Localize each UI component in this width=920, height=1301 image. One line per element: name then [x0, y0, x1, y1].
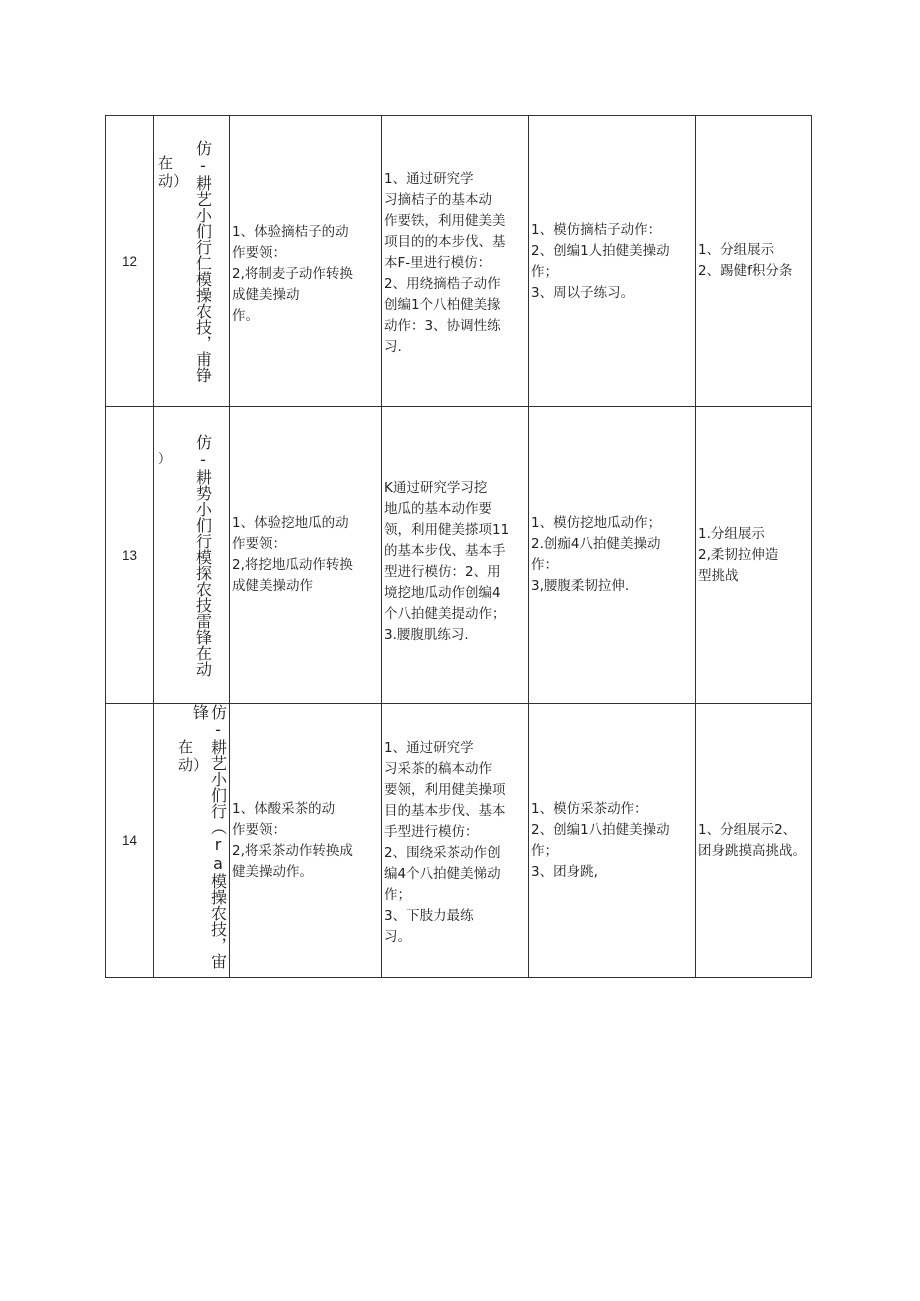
topic-side-note: 在动） — [158, 154, 189, 190]
teaching-method: 1、通过研究学 习采茶的稿本动作 要领，利用健美操项 目的基本步伐、基本 手型进行模仿： 2、围绕采茶动作创 编4个八拍健美悌动 作； 3、下肢力最练 习。 — [382, 704, 529, 978]
lesson-topic — [154, 407, 230, 704]
table-row — [106, 704, 812, 978]
lesson-plan-table — [105, 115, 812, 978]
lesson-topic — [154, 704, 230, 978]
table-row — [106, 116, 812, 407]
evaluation: 1、分组展示2、 团身跳摸高挑战。 — [696, 704, 812, 978]
table-row — [106, 407, 812, 704]
teaching-method: K通过研究学习挖 地瓜的基本动作要 领，利用健美搽项11 的基本步伐、基本手 型进行模仿：2、用 境挖地瓜动作创编4 个八拍健美提动作； 3.腰腹肌练习. — [382, 407, 529, 704]
practice-content: 1、模仿挖地瓜动作； 2.创痂4八拍健美操动 作： 3,腰腹柔韧拉伸. — [529, 407, 696, 704]
topic-side-note: 在动） — [178, 738, 209, 774]
teaching-method: 1、通过研究学 习摘桔子的基本动 作要铁，利用健美美 项目的的本步伐、基 本F-里进行模仿： 2、用绕摘梏子动作 创编1个八柏健美掾 动作：3、协调性练 习. — [382, 116, 529, 407]
learning-goal: 1、体验挖地瓜的动 作要领： 2,将挖地瓜动作转换 成健美操动作 — [230, 407, 382, 704]
evaluation: 1、分组展示 2、踢健f积分条 — [696, 116, 812, 407]
evaluation: 1.分组展示 2,柔韧拉伸造 型挑战 — [696, 407, 812, 704]
learning-goal: 1、体酸采茶的动 作要领： 2,将采茶动作转换成 健美操动作。 — [230, 704, 382, 978]
practice-content: 1、模仿采茶动作： 2、创编1八拍健美操动 作； 3、团身跳, — [529, 704, 696, 978]
learning-goal: 1、体验摘桔子的动 作要领： 2,将制麦子动作转换 成健美操动 作。 — [230, 116, 382, 407]
lesson-topic — [154, 116, 230, 407]
lesson-number: 13 — [106, 407, 154, 704]
topic-text: 仿-耕艺小们行（ra模操农技，宙锋 — [190, 704, 228, 969]
topic-text: 仿-耕艺小们行仁模操农技，甫铮 — [193, 139, 213, 383]
lesson-number: 14 — [106, 704, 154, 978]
topic-side-note: ） — [158, 452, 172, 467]
lesson-number: 12 — [106, 116, 154, 407]
topic-text: 仿-耕势小们行模探农技雷锋在动 — [193, 433, 213, 677]
practice-content: 1、模仿摘桔子动作： 2、创编1人拍健美操动 作； 3、周以子练习。 — [529, 116, 696, 407]
